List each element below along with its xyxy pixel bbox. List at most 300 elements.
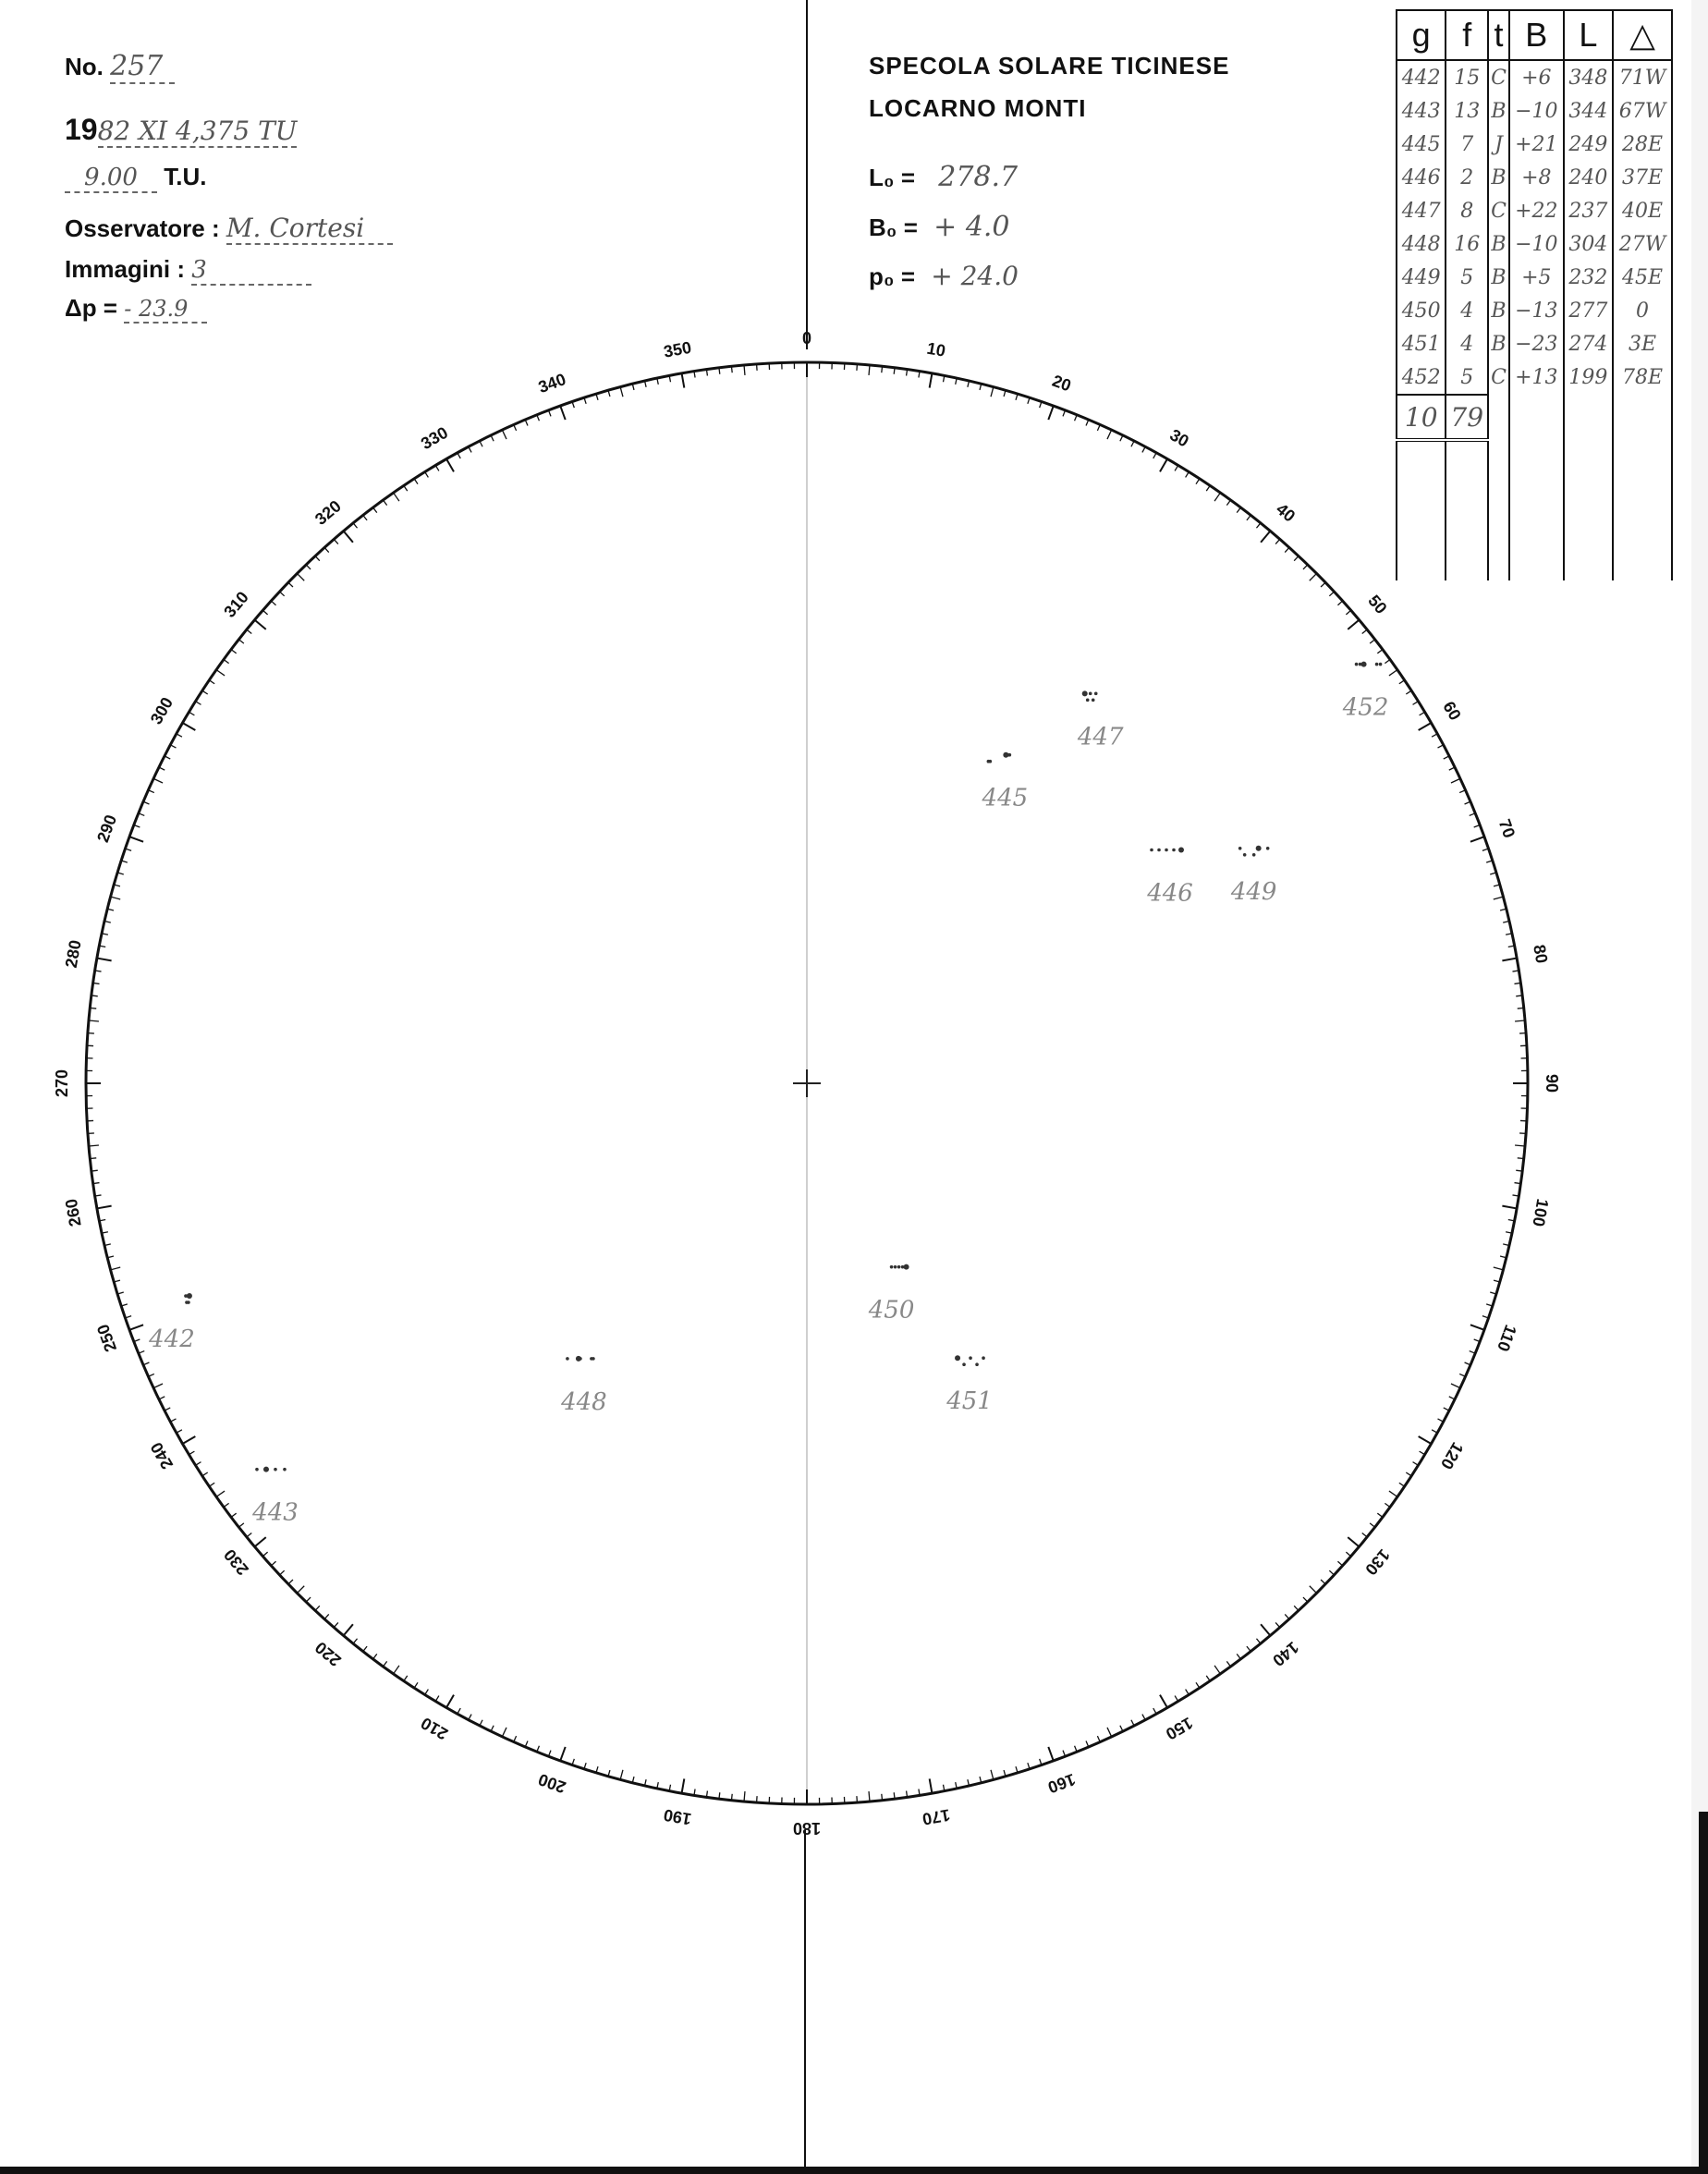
sunspot-group bbox=[1146, 848, 1193, 908]
degree-tick bbox=[682, 1778, 685, 1793]
degree-tick bbox=[1406, 1472, 1411, 1476]
degree-label: 300 bbox=[146, 693, 177, 728]
degree-label: 160 bbox=[1045, 1769, 1079, 1797]
col-header-t: t bbox=[1488, 10, 1509, 60]
degree-tick bbox=[1321, 1580, 1325, 1584]
col-header-f: f bbox=[1446, 10, 1488, 60]
degree-label: 190 bbox=[662, 1805, 693, 1829]
cell-B: +21 bbox=[1509, 128, 1564, 161]
degree-tick bbox=[153, 1384, 163, 1388]
sunspot-group-label: 452 bbox=[1342, 693, 1389, 722]
cell-delta: 78E bbox=[1613, 360, 1672, 395]
observatory-location: LOCARNO MONTI bbox=[869, 94, 1087, 122]
col-header-delta: △ bbox=[1613, 10, 1672, 60]
degree-tick bbox=[189, 712, 194, 715]
degree-tick bbox=[306, 565, 311, 569]
degree-tick bbox=[1237, 507, 1240, 513]
degree-tick bbox=[1451, 1384, 1460, 1388]
degree-tick bbox=[1470, 837, 1484, 841]
degree-label: 40 bbox=[1272, 499, 1299, 526]
degree-tick bbox=[254, 620, 265, 629]
sunspot-dot bbox=[904, 1264, 909, 1270]
degree-tick bbox=[1419, 723, 1432, 730]
degree-tick bbox=[288, 1580, 293, 1584]
degree-label: 200 bbox=[535, 1769, 568, 1797]
degree-tick bbox=[271, 1561, 275, 1566]
cell-delta: 3E bbox=[1613, 327, 1672, 360]
degree-tick bbox=[1516, 1170, 1522, 1171]
degree-label: 260 bbox=[61, 1197, 85, 1228]
degree-tick bbox=[384, 1661, 387, 1667]
sunspot-group-label: 448 bbox=[561, 1387, 607, 1416]
sunspot-group-label: 449 bbox=[1230, 877, 1277, 906]
degree-tick bbox=[719, 1792, 720, 1799]
degree-tick bbox=[394, 493, 399, 501]
degree-label: 330 bbox=[417, 422, 452, 454]
cell-B: −23 bbox=[1509, 327, 1564, 360]
degree-tick bbox=[1362, 629, 1367, 633]
degree-label: 120 bbox=[1436, 1438, 1468, 1473]
degree-tick bbox=[1160, 1695, 1167, 1708]
degree-tick bbox=[1389, 670, 1397, 676]
sunspot-groups bbox=[148, 662, 1388, 1527]
L0-label: L₀ = bbox=[869, 164, 916, 191]
record-number-label: No. bbox=[65, 53, 104, 80]
degree-tick bbox=[1196, 479, 1200, 484]
degree-tick bbox=[1206, 1676, 1210, 1681]
degree-tick bbox=[92, 995, 98, 996]
degree-tick bbox=[177, 1430, 182, 1433]
cell-f: 13 bbox=[1446, 94, 1488, 128]
degree-label: 320 bbox=[311, 496, 345, 529]
degree-tick bbox=[1377, 650, 1383, 653]
col-header-B: B bbox=[1509, 10, 1564, 60]
degree-tick bbox=[1275, 1622, 1280, 1627]
sunspot-dot bbox=[184, 1294, 188, 1298]
degree-tick bbox=[183, 1436, 196, 1444]
degree-tick bbox=[170, 745, 176, 748]
degree-tick bbox=[1303, 1597, 1308, 1602]
degree-label: 110 bbox=[1494, 1322, 1520, 1354]
degree-tick bbox=[111, 1267, 121, 1270]
sunspot-dot bbox=[1092, 699, 1095, 702]
degree-tick bbox=[209, 680, 214, 684]
degree-tick bbox=[1237, 1654, 1240, 1659]
sunspot-group-label: 445 bbox=[982, 784, 1029, 812]
degree-tick bbox=[1186, 1690, 1190, 1695]
sunspot-dot bbox=[1150, 849, 1153, 852]
degree-tick bbox=[202, 1472, 208, 1476]
degree-tick bbox=[1048, 1747, 1053, 1761]
degree-tick bbox=[1329, 592, 1334, 596]
degree-tick bbox=[363, 1646, 367, 1652]
degree-tick bbox=[1346, 610, 1350, 615]
sunspot-dot bbox=[1379, 663, 1383, 666]
degree-tick bbox=[894, 1792, 895, 1799]
degree-tick bbox=[1420, 1451, 1425, 1455]
degree-tick bbox=[1389, 1491, 1397, 1496]
degree-tick bbox=[183, 723, 196, 730]
sunspot-group bbox=[946, 1355, 993, 1415]
degree-tick bbox=[1348, 1537, 1359, 1546]
degree-tick bbox=[458, 453, 460, 458]
degree-tick bbox=[1413, 702, 1419, 705]
sunspot-dot bbox=[264, 1468, 268, 1472]
degree-tick bbox=[1294, 556, 1299, 561]
cell-f: 2 bbox=[1446, 161, 1488, 194]
degree-tick bbox=[1516, 995, 1522, 996]
degree-tick bbox=[288, 582, 293, 587]
degree-tick bbox=[216, 1491, 225, 1496]
degree-tick bbox=[1419, 1436, 1432, 1444]
sunspot-dot bbox=[1094, 692, 1098, 696]
degree-tick bbox=[1432, 734, 1437, 737]
degree-tick bbox=[170, 1419, 176, 1422]
degree-tick bbox=[1120, 1726, 1123, 1731]
degree-tick bbox=[353, 523, 357, 528]
degree-tick bbox=[262, 610, 267, 615]
degree-tick bbox=[1502, 1206, 1517, 1209]
sunspot-dot bbox=[1361, 662, 1367, 667]
sunspot-dot bbox=[1238, 847, 1242, 850]
sunspot-group-label: 442 bbox=[149, 1325, 195, 1354]
cell-B: +8 bbox=[1509, 161, 1564, 194]
degree-tick bbox=[224, 1503, 229, 1507]
degree-tick bbox=[1142, 1715, 1145, 1720]
cell-L: 199 bbox=[1564, 360, 1613, 395]
degree-tick bbox=[202, 690, 208, 694]
degree-tick bbox=[1494, 1267, 1504, 1270]
degree-tick bbox=[1502, 959, 1517, 961]
sunspot-dot bbox=[901, 1265, 905, 1269]
cell-delta: 45E bbox=[1613, 261, 1672, 294]
degree-tick bbox=[480, 441, 482, 446]
sunspot-dot bbox=[1089, 692, 1092, 696]
degree-tick bbox=[1153, 453, 1156, 458]
degree-label: 90 bbox=[1543, 1073, 1561, 1093]
degree-tick bbox=[1515, 1020, 1525, 1021]
cell-f: 8 bbox=[1446, 194, 1488, 227]
cell-delta: 0 bbox=[1613, 294, 1672, 327]
degree-tick bbox=[1142, 446, 1145, 452]
degree-tick bbox=[1261, 1624, 1270, 1635]
degree-tick bbox=[560, 406, 565, 420]
cell-L: 240 bbox=[1564, 161, 1613, 194]
sunspot-dot bbox=[1086, 699, 1090, 702]
degree-tick bbox=[435, 1696, 439, 1702]
degree-label: 180 bbox=[792, 1819, 822, 1838]
degree-tick bbox=[991, 1770, 994, 1780]
degree-tick bbox=[111, 897, 121, 899]
cell-B: −10 bbox=[1509, 227, 1564, 261]
cell-g: 446 bbox=[1397, 161, 1446, 194]
degree-tick bbox=[1399, 680, 1405, 684]
degree-tick bbox=[159, 1397, 165, 1399]
degree-tick bbox=[89, 1145, 99, 1146]
cell-t: B bbox=[1488, 94, 1509, 128]
observer-value: M. Cortesi bbox=[226, 213, 393, 245]
cell-f: 16 bbox=[1446, 227, 1488, 261]
degree-tick bbox=[1256, 523, 1260, 528]
sunspot-dot bbox=[1375, 663, 1379, 666]
degree-tick bbox=[1329, 1570, 1334, 1575]
degree-tick bbox=[1107, 430, 1112, 439]
cell-L: 344 bbox=[1564, 94, 1613, 128]
degree-tick bbox=[334, 539, 338, 544]
sunspot-dot bbox=[989, 760, 993, 763]
sunspot-dot bbox=[185, 1301, 189, 1304]
sunspot-group bbox=[148, 1293, 195, 1353]
degree-tick bbox=[731, 366, 732, 373]
degree-tick bbox=[719, 368, 720, 374]
degree-tick bbox=[1432, 1430, 1437, 1433]
degree-tick bbox=[425, 1690, 429, 1695]
sunspot-group-label: 447 bbox=[1077, 723, 1124, 751]
degree-tick bbox=[1214, 1666, 1220, 1674]
degree-tick bbox=[1518, 1158, 1524, 1159]
cell-g: 449 bbox=[1397, 261, 1446, 294]
B0-label: B₀ = bbox=[869, 214, 918, 241]
degree-tick bbox=[231, 1513, 237, 1517]
sunspot-group bbox=[1230, 846, 1277, 906]
cell-g: 447 bbox=[1397, 194, 1446, 227]
degree-tick bbox=[1494, 897, 1504, 899]
degree-tick bbox=[1337, 1561, 1342, 1566]
degree-tick bbox=[1261, 531, 1270, 542]
time-value: 9.00 bbox=[65, 164, 157, 193]
degree-label: 270 bbox=[53, 1069, 71, 1098]
degree-tick bbox=[1444, 756, 1449, 759]
degree-tick bbox=[129, 837, 143, 841]
degree-tick bbox=[373, 1654, 377, 1659]
sunspot-dot bbox=[283, 1468, 287, 1472]
degree-tick bbox=[882, 366, 883, 373]
degree-tick bbox=[280, 592, 285, 596]
B0-value: + 4.0 bbox=[933, 211, 1010, 243]
cell-t: B bbox=[1488, 161, 1509, 194]
degree-tick bbox=[153, 778, 163, 783]
degree-tick bbox=[446, 1695, 454, 1708]
degree-label: 20 bbox=[1049, 371, 1074, 396]
degree-tick bbox=[129, 1325, 143, 1329]
sunspot-dot bbox=[1172, 849, 1176, 852]
degree-tick bbox=[1451, 778, 1460, 783]
cell-delta: 67W bbox=[1613, 94, 1672, 128]
degree-tick bbox=[344, 531, 353, 542]
degree-tick bbox=[491, 435, 494, 441]
degree-tick bbox=[247, 629, 251, 633]
degree-tick bbox=[224, 660, 229, 664]
cell-delta: 27W bbox=[1613, 227, 1672, 261]
cell-f: 5 bbox=[1446, 261, 1488, 294]
cell-delta: 71W bbox=[1613, 60, 1672, 94]
degree-label: 30 bbox=[1166, 425, 1192, 451]
cell-t: J bbox=[1488, 128, 1509, 161]
degree-tick bbox=[620, 1770, 623, 1780]
cell-t: B bbox=[1488, 261, 1509, 294]
degree-tick bbox=[209, 1483, 214, 1486]
degree-tick bbox=[165, 1408, 170, 1411]
cell-g: 443 bbox=[1397, 94, 1446, 128]
degree-tick bbox=[344, 1624, 353, 1635]
degree-tick bbox=[1196, 1682, 1200, 1688]
cell-B: +6 bbox=[1509, 60, 1564, 94]
degree-label: 350 bbox=[662, 337, 693, 361]
degree-tick bbox=[1285, 1614, 1289, 1618]
sunspot-dot bbox=[969, 1356, 972, 1360]
degree-tick bbox=[425, 472, 429, 478]
cell-t: C bbox=[1488, 60, 1509, 94]
year-prefix: 19 bbox=[65, 113, 98, 146]
sunspot-group-label: 451 bbox=[946, 1387, 993, 1416]
degree-tick bbox=[165, 756, 170, 759]
degree-label: 50 bbox=[1364, 591, 1391, 618]
col-header-L: L bbox=[1564, 10, 1613, 60]
sunspot-dot bbox=[1165, 849, 1168, 852]
degree-tick bbox=[254, 1537, 265, 1546]
degree-label: 70 bbox=[1494, 816, 1519, 841]
degree-label: 140 bbox=[1269, 1638, 1303, 1670]
sunspot-group bbox=[251, 1467, 299, 1527]
degree-tick bbox=[324, 1614, 329, 1618]
degree-tick bbox=[1346, 1552, 1350, 1557]
degree-label: 340 bbox=[535, 370, 568, 397]
degree-tick bbox=[324, 547, 329, 552]
degree-tick bbox=[480, 1720, 482, 1726]
delta-p-label: Δp = bbox=[65, 294, 117, 322]
sunspot-group bbox=[1077, 690, 1124, 751]
degree-tick bbox=[1175, 465, 1178, 470]
sunspot-dot bbox=[1243, 853, 1247, 857]
degree-tick bbox=[469, 446, 471, 452]
degree-tick bbox=[894, 368, 895, 374]
sunspot-group-label: 450 bbox=[868, 1296, 915, 1325]
degree-tick bbox=[1285, 547, 1289, 552]
cell-t: B bbox=[1488, 294, 1509, 327]
cell-t: C bbox=[1488, 360, 1509, 395]
sunspot-dot bbox=[274, 1468, 277, 1472]
degree-tick bbox=[1160, 459, 1167, 472]
degree-tick bbox=[262, 1552, 267, 1557]
cell-L: 237 bbox=[1564, 194, 1613, 227]
degree-label: 240 bbox=[146, 1438, 177, 1473]
degree-tick bbox=[1226, 500, 1230, 506]
degree-tick bbox=[271, 601, 275, 605]
degree-tick bbox=[196, 1462, 201, 1466]
degree-tick bbox=[1470, 1325, 1484, 1329]
degree-tick bbox=[1214, 493, 1220, 501]
degree-tick bbox=[882, 1794, 883, 1801]
degree-tick bbox=[1153, 1708, 1156, 1714]
cell-g: 445 bbox=[1397, 128, 1446, 161]
degree-tick bbox=[306, 1597, 311, 1602]
degree-tick bbox=[1370, 1523, 1375, 1527]
degree-tick bbox=[930, 373, 933, 388]
degree-tick bbox=[404, 1676, 408, 1681]
degree-tick bbox=[238, 640, 244, 643]
degree-label: 310 bbox=[220, 587, 252, 621]
degree-tick bbox=[1438, 745, 1444, 748]
degree-tick bbox=[177, 734, 182, 737]
degree-tick bbox=[991, 387, 994, 397]
degree-tick bbox=[682, 373, 685, 388]
degree-tick bbox=[502, 430, 506, 439]
sunspot-dot bbox=[955, 1355, 960, 1361]
sunspot-group-label: 443 bbox=[252, 1498, 299, 1527]
degree-tick bbox=[1377, 1513, 1383, 1517]
time-unit: T.U. bbox=[164, 163, 207, 190]
degree-tick bbox=[869, 365, 870, 375]
sunspot-dot bbox=[1157, 849, 1161, 852]
degree-tick bbox=[373, 507, 377, 513]
date-value: 82 XI 4,375 TU bbox=[97, 116, 298, 146]
degree-tick bbox=[297, 573, 304, 580]
degree-tick bbox=[414, 1682, 418, 1688]
cell-B: +22 bbox=[1509, 194, 1564, 227]
p0-value: + 24.0 bbox=[931, 261, 1019, 291]
degree-tick bbox=[353, 1639, 357, 1643]
cell-L: 277 bbox=[1564, 294, 1613, 327]
degree-tick bbox=[231, 650, 237, 653]
degree-tick bbox=[1247, 515, 1250, 520]
degree-tick bbox=[97, 959, 112, 961]
cell-f: 4 bbox=[1446, 327, 1488, 360]
degree-label: 170 bbox=[921, 1805, 952, 1829]
degree-tick bbox=[315, 1606, 320, 1610]
degree-tick bbox=[1449, 1397, 1455, 1399]
sunspot-dot bbox=[579, 1357, 582, 1361]
degree-tick bbox=[92, 1170, 98, 1171]
degree-label: 0 bbox=[801, 329, 812, 348]
degree-tick bbox=[1337, 601, 1342, 605]
sunspot-dot bbox=[975, 1362, 979, 1366]
degree-label: 130 bbox=[1361, 1545, 1394, 1580]
cell-delta: 40E bbox=[1613, 194, 1672, 227]
sunspot-dot bbox=[1359, 663, 1362, 666]
cell-L: 274 bbox=[1564, 327, 1613, 360]
sunspot-dot bbox=[1355, 663, 1359, 666]
p0-label: p₀ = bbox=[869, 263, 916, 290]
degree-tick bbox=[930, 1778, 933, 1793]
degree-tick bbox=[394, 1666, 399, 1674]
degree-label: 60 bbox=[1439, 698, 1465, 724]
degree-tick bbox=[334, 1622, 338, 1627]
sunspot-group bbox=[1342, 662, 1389, 722]
degree-tick bbox=[216, 670, 225, 676]
degree-tick bbox=[1131, 441, 1134, 446]
degree-tick bbox=[189, 1451, 194, 1455]
degree-tick bbox=[1444, 1408, 1449, 1411]
degree-tick bbox=[159, 767, 165, 770]
degree-tick bbox=[1399, 1483, 1405, 1486]
record-number-value: 257 bbox=[110, 50, 175, 84]
cell-L: 348 bbox=[1564, 60, 1613, 94]
degree-tick bbox=[1321, 582, 1325, 587]
degree-tick bbox=[1131, 1720, 1134, 1726]
images-label: Immagini : bbox=[65, 255, 186, 283]
degree-tick bbox=[1275, 539, 1280, 544]
degree-tick bbox=[1175, 1696, 1178, 1702]
degree-tick bbox=[196, 702, 201, 705]
cell-t: B bbox=[1488, 227, 1509, 261]
degree-tick bbox=[1413, 1462, 1419, 1466]
degree-tick bbox=[458, 1708, 460, 1714]
cell-delta: 37E bbox=[1613, 161, 1672, 194]
cell-t: B bbox=[1488, 327, 1509, 360]
degree-label: 10 bbox=[925, 338, 947, 360]
cell-B: −10 bbox=[1509, 94, 1564, 128]
cell-L: 232 bbox=[1564, 261, 1613, 294]
